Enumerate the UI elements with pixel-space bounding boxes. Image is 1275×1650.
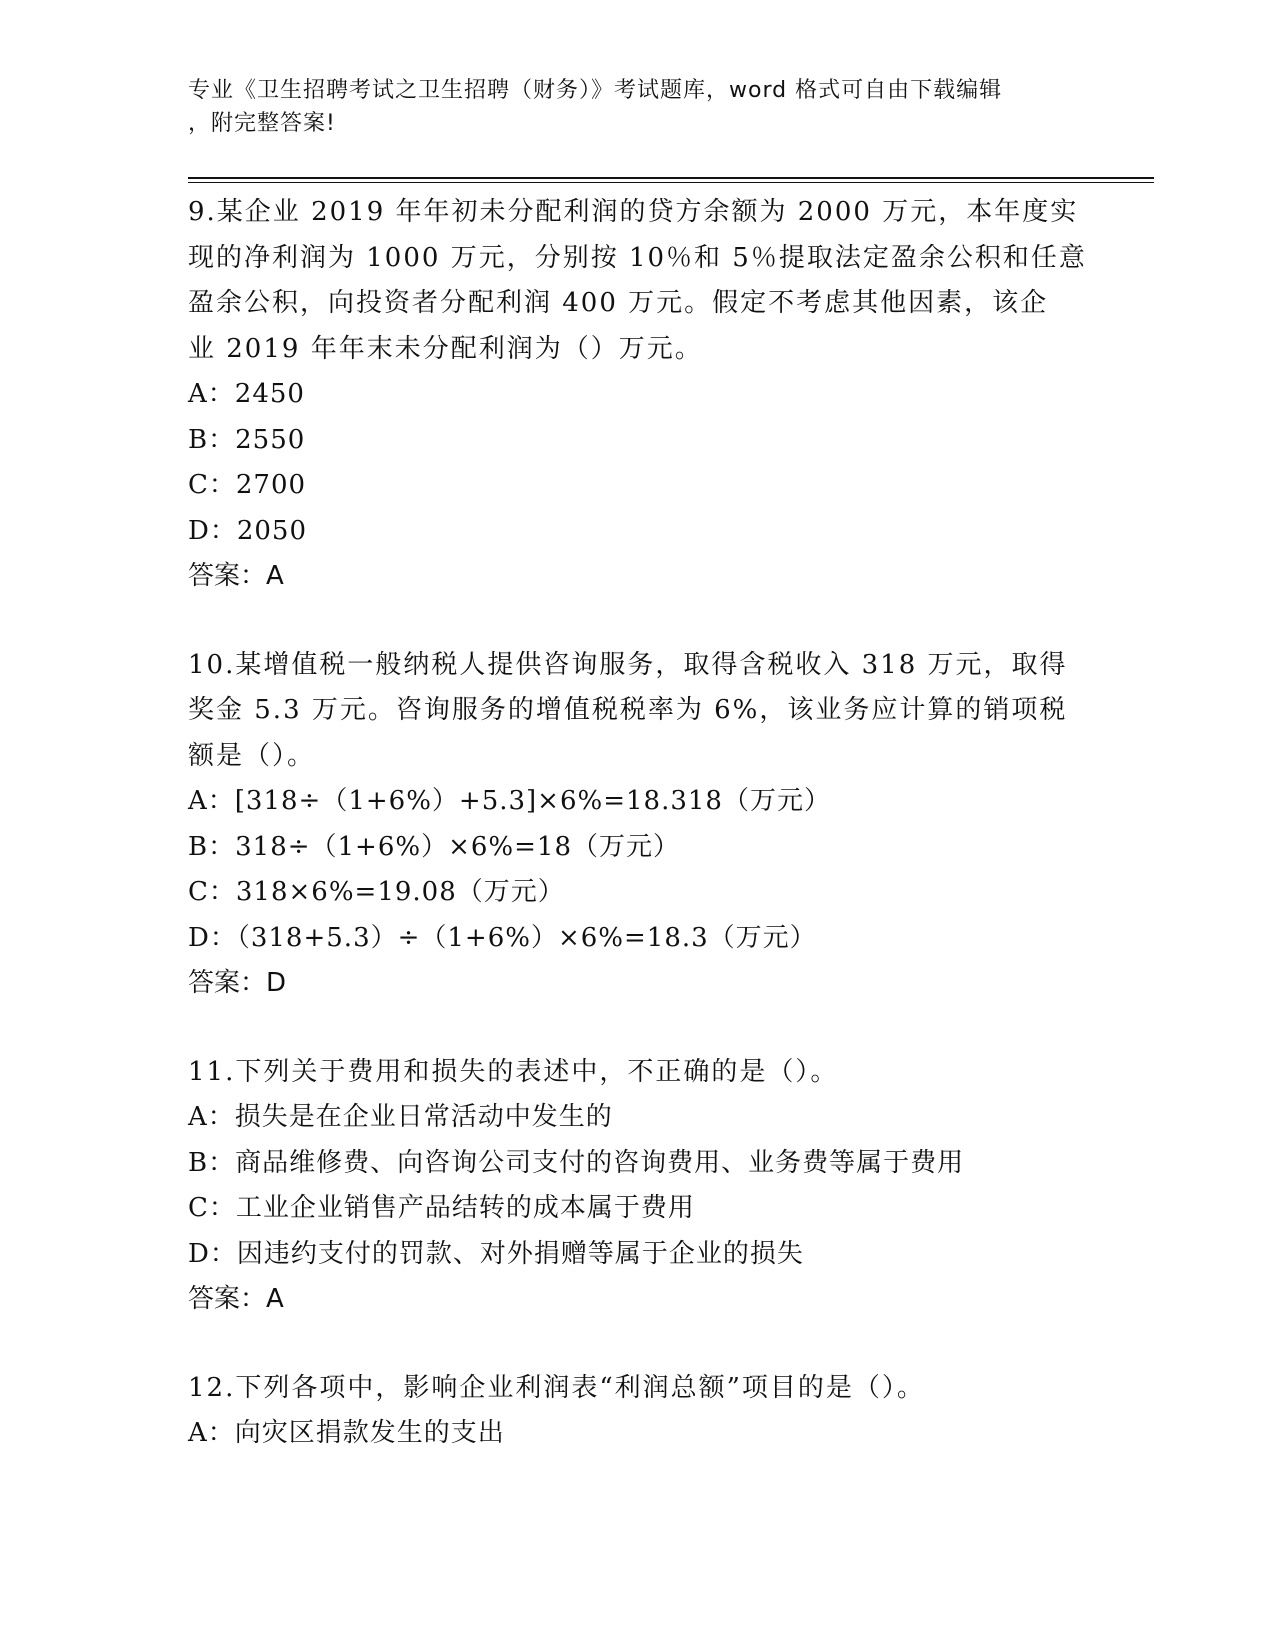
option-c: C：工业企业销售产品结转的成本属于费用 [188, 1193, 695, 1223]
answer-line: 答案：D [188, 968, 287, 998]
question-text [188, 1366, 1088, 1412]
question-line: 奖金 5.3 万元。咨询服务的增值税税率为 6%，该业务应计算的销项税 [188, 695, 1068, 725]
header-line-1: 专业《卫生招聘考试之卫生招聘（财务）》考试题库，word 格式可自由下载编辑 [188, 78, 1003, 103]
question-line: 业 2019 年年末未分配利润为（）万元。 [188, 333, 703, 364]
question-9 [188, 190, 1088, 600]
option-a: A：[318÷（1+6%）+5.3]×6%=18.318（万元） [188, 786, 831, 816]
option-d: D：因违约支付的罚款、对外捐赠等属于企业的损失 [188, 1238, 804, 1269]
question-text [188, 1050, 1088, 1096]
document-header [188, 74, 1088, 140]
question-list [188, 190, 1088, 1500]
option-d: D：（318+5.3）÷（1+6%）×6%=18.3（万元） [188, 922, 817, 953]
option-c: C：318×6%=19.08（万元） [188, 877, 565, 907]
question-text [188, 190, 1088, 372]
question-line: 9.某企业 2019 年年初未分配利润的贷方余额为 2000 万元，本年度实 [188, 197, 1079, 227]
question-11 [188, 1050, 1088, 1323]
option-c: C：2700 [188, 470, 307, 500]
option-a: A：损失是在企业日常活动中发生的 [188, 1102, 613, 1132]
question-line: 额是（）。 [188, 740, 316, 771]
question-10 [188, 643, 1088, 1007]
option-a: A：向灾区捐款发生的支出 [188, 1418, 505, 1448]
answer-line: 答案：A [188, 561, 284, 591]
option-b: B：商品维修费、向咨询公司支付的咨询费用、业务费等属于费用 [188, 1147, 965, 1178]
question-line: 现的净利润为 1000 万元，分别按 10％和 5％提取法定盈余公积和任意 [188, 242, 1087, 273]
option-b: B：2550 [188, 424, 306, 455]
question-text [188, 643, 1088, 780]
question-12 [188, 1366, 1088, 1457]
header-divider-thick [188, 177, 1154, 179]
header-divider-thin [188, 182, 1154, 183]
option-a: A：2450 [188, 379, 305, 409]
header-line-2: ，附完整答案! [188, 111, 336, 136]
question-line: 盈余公积，向投资者分配利润 400 万元。假定不考虑其他因素，该企 [188, 288, 1049, 318]
question-line: 11.下列关于费用和损失的表述中，不正确的是（）。 [188, 1056, 839, 1087]
option-b: B：318÷（1+6%）×6%=18（万元） [188, 831, 680, 862]
option-d: D：2050 [188, 515, 308, 546]
question-line: 12.下列各项中，影响企业利润表“利润总额”项目的是（）。 [188, 1372, 925, 1403]
question-line: 10.某增值税一般纳税人提供咨询服务，取得含税收入 318 万元，取得 [188, 649, 1068, 680]
answer-line: 答案：A [188, 1284, 284, 1314]
